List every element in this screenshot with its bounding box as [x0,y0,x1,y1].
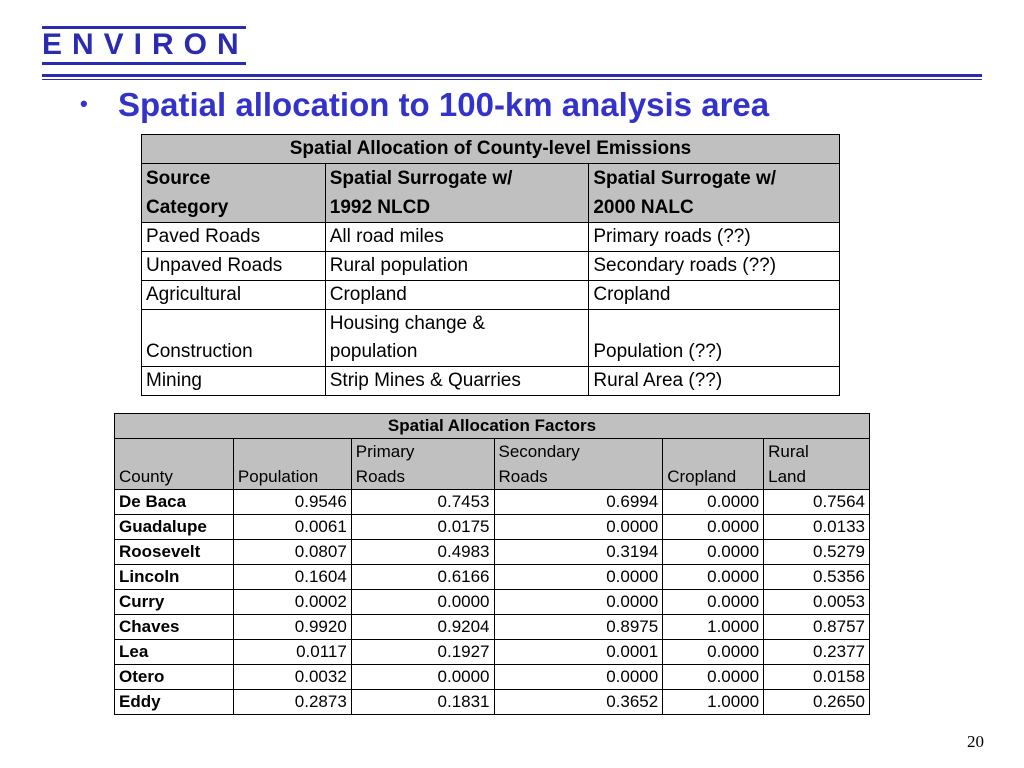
emissions-allocation-table [141,134,840,396]
county-name: Lincoln [115,565,234,590]
factor-value: 0.0000 [351,665,494,690]
factor-value: 0.0807 [233,540,351,565]
factor-value: 0.2873 [233,690,351,715]
cell-line: 2000 NALC [593,197,694,218]
cell-line: Spatial Surrogate w/ [329,168,513,189]
table-row [142,281,840,310]
factor-value: 0.0175 [351,515,494,540]
environ-logo: ENVIRON [42,28,249,61]
table-cell: Cropland [325,281,589,310]
table-row [115,565,870,590]
county-name: Otero [115,665,234,690]
table-row [142,367,840,396]
cell-line: Rural [768,442,809,461]
table-cell: Mining [142,367,326,396]
cell-line: Housing change & [329,313,486,334]
factor-value: 0.0000 [494,665,663,690]
factor-value: 1.0000 [663,615,764,640]
header-divider-thick [42,74,982,77]
table-header-row [142,164,840,223]
factor-value: 0.3194 [494,540,663,565]
table-title: Spatial Allocation of County-level Emissions [142,135,840,164]
factor-value: 0.0000 [351,590,494,615]
table-cell [325,310,589,367]
factor-value: 1.0000 [663,690,764,715]
column-header [325,164,589,223]
cell-line: Source [146,168,211,189]
table-cell: Construction [142,310,326,367]
factor-value: 0.1831 [351,690,494,715]
table-row [142,310,840,367]
factor-value: 0.0000 [663,665,764,690]
factor-value: 0.0000 [663,640,764,665]
factor-value: 0.0061 [233,515,351,540]
factor-value: 0.0000 [663,515,764,540]
table-row [115,665,870,690]
table-cell: Paved Roads [142,223,326,252]
factor-value: 0.2650 [764,690,870,715]
cell-line: Roads [498,467,548,486]
page-number: 20 [967,732,984,751]
factor-value: 0.0000 [494,590,663,615]
county-name: Chaves [115,615,234,640]
cell-line: Roads [355,467,405,486]
column-header [663,439,764,490]
logo-rule-bottom [42,62,246,65]
factor-value: 0.0001 [494,640,663,665]
header-divider-thin [42,79,982,80]
table-row [142,223,840,252]
table-cell: Strip Mines & Quarries [325,367,589,396]
factor-value: 0.0032 [233,665,351,690]
column-header [589,164,840,223]
column-header [494,439,663,490]
table-cell: Rural population [325,252,589,281]
table-row [115,590,870,615]
factor-value: 0.0133 [764,515,870,540]
table-cell: Rural Area (??) [589,367,840,396]
table-cell: Cropland [589,281,840,310]
factor-value: 0.0000 [663,565,764,590]
table-cell: Population (??) [589,310,840,367]
factor-value: 0.0000 [663,590,764,615]
cell-line: population [329,341,418,362]
factor-value: 0.3652 [494,690,663,715]
table-row [115,690,870,715]
factor-value: 0.9204 [351,615,494,640]
column-header [233,439,351,490]
cell-line: Spatial Surrogate w/ [593,168,776,189]
slide-title [80,86,769,124]
column-header [115,439,234,490]
cell-line: Cropland [667,467,737,486]
factor-value: 0.0000 [494,515,663,540]
cell-line: Category [146,197,229,218]
cell-line: Population [237,467,319,486]
factor-value: 0.6166 [351,565,494,590]
factor-value: 0.5356 [764,565,870,590]
county-name: Curry [115,590,234,615]
factor-value: 0.0053 [764,590,870,615]
cell-line: County [119,467,173,486]
cell-line: Primary [355,442,415,461]
factor-value: 0.7564 [764,490,870,515]
factor-value: 0.0000 [663,490,764,515]
factor-value: 0.1604 [233,565,351,590]
county-name: Roosevelt [115,540,234,565]
column-header [764,439,870,490]
table-title: Spatial Allocation Factors [115,414,870,439]
factor-value: 0.8975 [494,615,663,640]
factor-value: 0.1927 [351,640,494,665]
factor-value: 0.0000 [663,540,764,565]
allocation-factors-table [114,413,870,715]
factor-value: 0.0117 [233,640,351,665]
table-row [115,515,870,540]
cell-line: Land [768,467,806,486]
table-row [142,252,840,281]
table-cell: Unpaved Roads [142,252,326,281]
factor-value: 0.5279 [764,540,870,565]
factor-value: 0.7453 [351,490,494,515]
factor-value: 0.0158 [764,665,870,690]
table-row [115,615,870,640]
factor-value: 0.9920 [233,615,351,640]
column-header [351,439,494,490]
county-name: Eddy [115,690,234,715]
factor-value: 0.2377 [764,640,870,665]
factor-value: 0.9546 [233,490,351,515]
factor-value: 0.6994 [494,490,663,515]
table-header-row [115,439,870,490]
column-header [142,164,326,223]
table-row [115,540,870,565]
factor-value: 0.4983 [351,540,494,565]
table-cell: All road miles [325,223,589,252]
slide-title-text: Spatial allocation to 100-km analysis area [118,86,770,123]
table-row [115,640,870,665]
table-cell: Agricultural [142,281,326,310]
bullet-icon: • [80,91,88,117]
factor-value: 0.0002 [233,590,351,615]
table-cell: Secondary roads (??) [589,252,840,281]
factor-value: 0.0000 [494,565,663,590]
cell-line: Secondary [498,442,580,461]
table-cell: Primary roads (??) [589,223,840,252]
county-name: Lea [115,640,234,665]
county-name: De Baca [115,490,234,515]
county-name: Guadalupe [115,515,234,540]
factor-value: 0.8757 [764,615,870,640]
table-row [115,490,870,515]
cell-line: 1992 NLCD [329,197,431,218]
